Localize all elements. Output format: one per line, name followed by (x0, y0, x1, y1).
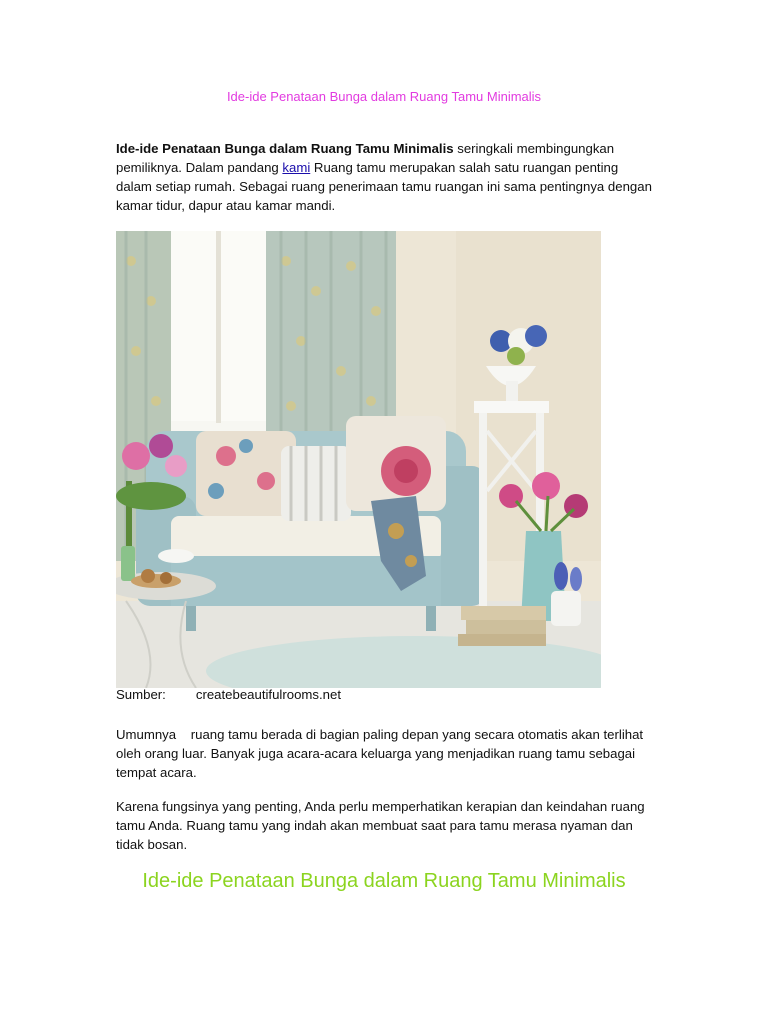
page-title: Ide-ide Penataan Bunga dalam Ruang Tamu Minimalis (226, 89, 542, 104)
intro-text-after-link: Ruang tamu merupakan salah satu ruangan penting dalam setiap rumah. Sebagai ruang penerimaan tamu ruangan ini sama pentingnya dengan kamar tidur, dapur atau kamar mandi. (116, 160, 652, 213)
intro-text-before-link: seringkali membingungkan pemiliknya. Dalam pandang (116, 141, 615, 175)
source-label: Sumber: (116, 687, 166, 702)
kami-link[interactable]: kami (282, 160, 311, 175)
paragraph-3: Karena fungsinya yang penting, Anda perlu memperhatikan kerapian dan keindahan ruang tamu Anda. Ruang tamu yang indah akan membuat saat para tamu merasa nyaman dan tidak bosan. (116, 799, 645, 852)
paragraph-2: Umumnya ruang tamu berada di bagian paling depan yang secara otomatis akan terlihat oleh orang luar. Banyak juga acara-acara keluarga yang menjadikan ruang tamu sebagai tempat acara. (116, 727, 647, 780)
section-heading: Ide-ide Penataan Bunga dalam Ruang Tamu Minimalis (142, 870, 626, 892)
living-room-photo (116, 231, 601, 688)
intro-bold-lead: Ide-ide Penataan Bunga dalam Ruang Tamu Minimalis (116, 141, 454, 156)
intro-paragraph (116, 139, 656, 215)
source-value: createbeautifulrooms.net (195, 687, 341, 702)
image-source (116, 687, 341, 702)
